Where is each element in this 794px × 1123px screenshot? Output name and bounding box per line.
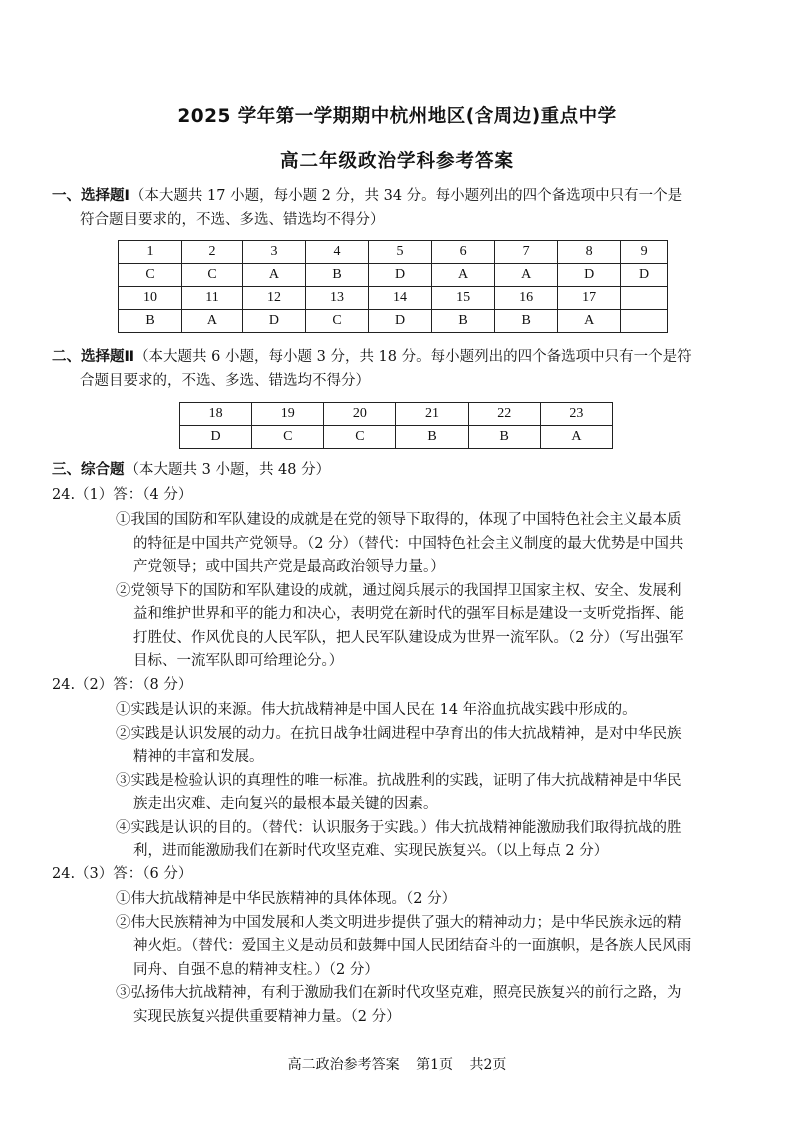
table-cell: B [119, 310, 182, 333]
table-cell: A [495, 264, 558, 287]
table-row [180, 426, 613, 449]
text-line: ③弘扬伟大抗战精神，有利于激励我们在新时代攻坚克难，照亮民族复兴的前行之路，为 [116, 985, 682, 1001]
table-cell: A [242, 264, 305, 287]
q24-1-point1 [116, 509, 684, 580]
section2-desc-line2: 合题目要求的，不选、多选、错选均不得分） [80, 372, 370, 389]
table-cell: 21 [396, 403, 468, 426]
table-cell: A [540, 426, 612, 449]
table-cell [621, 287, 668, 310]
q24-2-answer [116, 699, 682, 864]
table-cell: 5 [369, 241, 432, 264]
table-cell: 6 [432, 241, 495, 264]
footer-total-pages: 共2页 [469, 1057, 507, 1073]
table-cell: D [369, 264, 432, 287]
table-cell: 7 [495, 241, 558, 264]
table-row [119, 310, 668, 333]
table-cell: 13 [305, 287, 368, 310]
q24-1-head: 24.（1）答：（4 分） [52, 487, 193, 503]
section1-header [52, 185, 682, 232]
q24-3-head: 24.（3）答：（6 分） [52, 866, 193, 882]
section2-answer-table [179, 402, 613, 449]
table-cell: A [558, 310, 621, 333]
footer-page-number: 第1页 [416, 1057, 453, 1073]
table-cell: C [252, 426, 324, 449]
section3-title: 三、综合题 [52, 462, 125, 478]
table-cell: C [324, 426, 396, 449]
table-cell: 23 [540, 403, 612, 426]
table-cell [621, 310, 668, 333]
table-row [119, 241, 668, 264]
text-line: 神火炬。（替代：爱国主义是动员和鼓舞中国人民团结奋斗的一面旗帜，是各族人民风雨 [133, 938, 692, 954]
table-cell: 3 [242, 241, 305, 264]
q24-2-head: 24.（2）答：（8 分） [52, 677, 193, 693]
document-subtitle: 高二年级政治学科参考答案 [279, 151, 514, 172]
table-cell: 9 [621, 241, 668, 264]
table-cell: A [432, 264, 495, 287]
table-cell: B [495, 310, 558, 333]
document-title: 2025 学年第一学期期中杭州地区(含周边)重点中学 [177, 106, 617, 127]
text-line: ④实践是认识的目的。（替代：认识服务于实践。）伟大抗战精神能激励我们取得抗战的胜 [116, 819, 682, 836]
table-cell: C [182, 264, 243, 287]
q24-1-point2 [116, 580, 684, 674]
section3-desc: （本大题共 3 小题，共 48 分） [124, 462, 331, 478]
text-line: 产党领导；或中国共产党是最高政治领导力量。） [133, 559, 445, 575]
table-cell: 2 [182, 241, 243, 264]
text-line: 利，进而能激励我们在新时代攻坚克难、实现民族复兴。（以上每点 2 分） [133, 843, 609, 859]
text-line: ②实践是认识发展的动力。在抗日战争壮阔进程中孕育出的伟大抗战精神，是对中华民族 [116, 725, 682, 742]
table-cell: B [468, 426, 540, 449]
table-cell: D [369, 310, 432, 333]
section3-header [52, 459, 330, 483]
table-cell: 19 [252, 403, 324, 426]
table-cell: 1 [119, 241, 182, 264]
text-line: ②伟大民族精神为中国发展和人类文明进步提供了强大的精神动力；是中华民族永远的精 [116, 914, 682, 931]
table-cell: 8 [558, 241, 621, 264]
table-cell: D [180, 426, 252, 449]
text-line: ②党领导下的国防和军队建设的成就，通过阅兵展示的我国捍卫国家主权、安全、发展利 [116, 582, 682, 599]
table-cell: D [621, 264, 668, 287]
section2-header [52, 346, 692, 393]
text-line: ③实践是检验认识的真理性的唯一标准。抗战胜利的实践，证明了伟大抗战精神是中华民 [116, 772, 682, 789]
table-cell: B [396, 426, 468, 449]
section1-title: 一、选择题Ⅰ [52, 188, 130, 204]
text-line: 益和维护世界和平的能力和决心，表明党在新时代的强军目标是建设一支听党指挥、能 [133, 606, 684, 622]
table-cell: 16 [495, 287, 558, 310]
text-line: ①我国的国防和军队建设的成就是在党的领导下取得的，体现了中国特色社会主义最本质 [116, 512, 682, 528]
table-cell: C [305, 310, 368, 333]
page-footer [0, 1054, 794, 1074]
text-line: 同舟、自强不息的精神支柱。）（2 分） [133, 961, 379, 978]
text-line: 打胜仗、作风优良的人民军队，把人民军队建设成为世界一流军队。（2 分）（写出强军 [133, 629, 684, 646]
section1-desc-line1: （本大题共 17 小题，每小题 2 分，共 34 分。每小题列出的四个备选项中只有一个是 [129, 188, 683, 204]
text-line: ①伟大抗战精神是中华民族精神的具体体现。（2 分） [116, 891, 457, 907]
table-cell: 15 [432, 287, 495, 310]
table-cell: 17 [558, 287, 621, 310]
table-row [119, 264, 668, 287]
table-cell: B [305, 264, 368, 287]
table-cell: 14 [369, 287, 432, 310]
text-line: 族走出灾难、走向复兴的最根本最关键的因素。 [133, 796, 438, 812]
table-cell: 10 [119, 287, 182, 310]
table-cell: D [558, 264, 621, 287]
text-line: 实现民族复兴提供重要精神力量。（2 分） [133, 1008, 401, 1025]
table-cell: 20 [324, 403, 396, 426]
table-cell: B [432, 310, 495, 333]
section1-answer-table [118, 240, 668, 333]
section2-desc-line1: （本大题共 6 小题，每小题 3 分，共 18 分。每小题列出的四个备选项中只有一个是符 [134, 349, 692, 365]
text-line: 精神的丰富和发展。 [133, 749, 264, 765]
section2-title: 二、选择题Ⅱ [52, 349, 135, 365]
table-cell: 18 [180, 403, 252, 426]
text-line: 的特征是中国共产党领导。（2 分）（替代：中国特色社会主义制度的最大优势是中国共 [133, 535, 684, 552]
table-cell: A [182, 310, 243, 333]
section1-desc-line2: 符合题目要求的，不选、多选、错选均不得分） [80, 211, 385, 228]
table-cell: C [119, 264, 182, 287]
q24-1-answer [116, 509, 684, 674]
table-cell: 22 [468, 403, 540, 426]
text-line: ①实践是认识的来源。伟大抗战精神是中国人民在 14 年浴血抗战实践中形成的。 [116, 702, 637, 718]
q24-3-answer [116, 888, 691, 1029]
text-line: 目标、一流军队即可给理论分。） [133, 653, 344, 669]
table-row [119, 287, 668, 310]
footer-doc-name: 高二政治参考答案 [287, 1057, 400, 1073]
table-cell: 11 [182, 287, 243, 310]
table-cell: 4 [305, 241, 368, 264]
table-cell: D [242, 310, 305, 333]
table-cell: 12 [242, 287, 305, 310]
table-row [180, 403, 613, 426]
